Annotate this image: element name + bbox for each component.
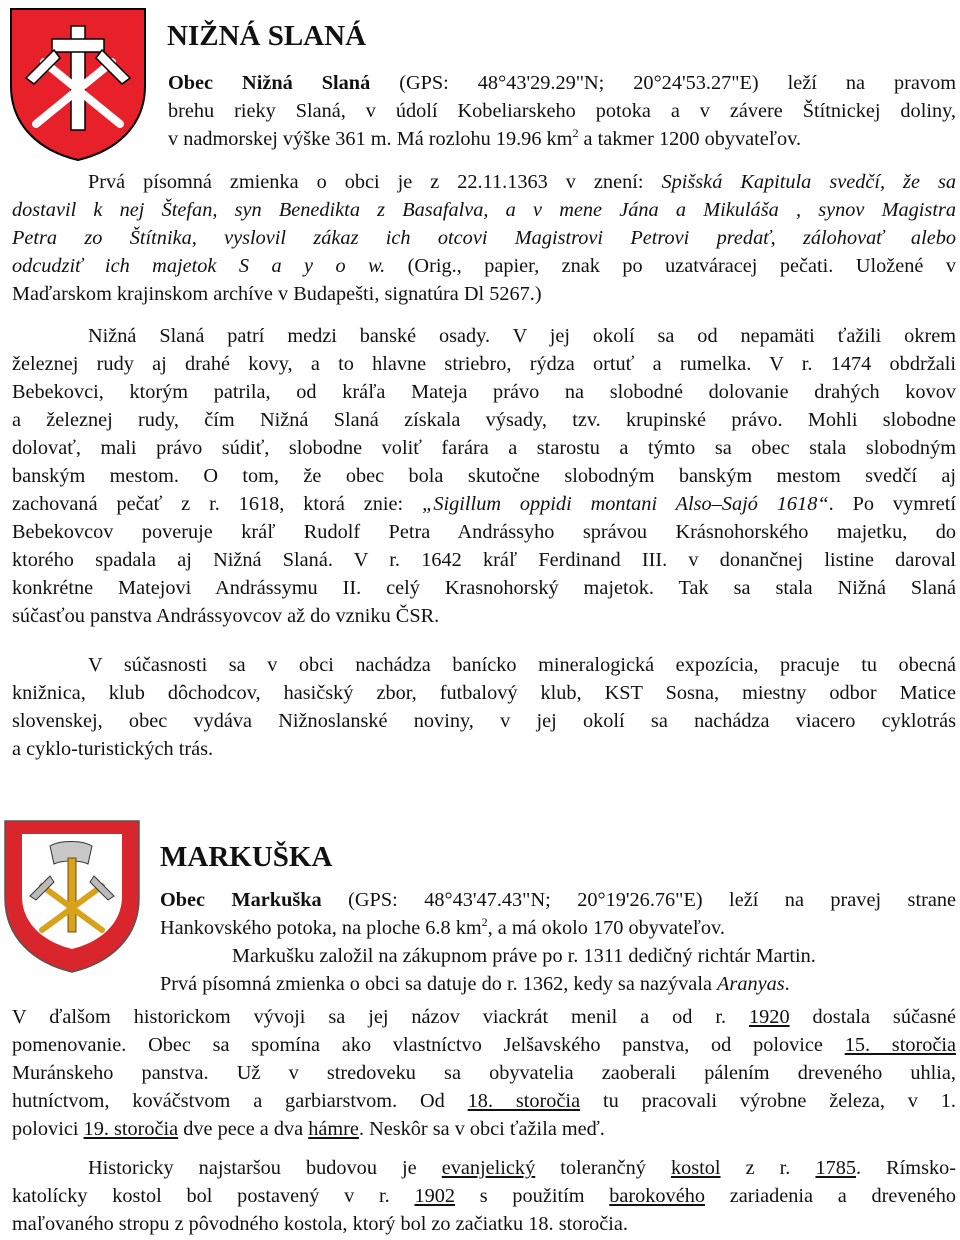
text-run: Historicky najstaršou budovou je — [88, 1157, 442, 1179]
markuska-history-paragraph — [12, 1003, 956, 1143]
text-run: katolícky kostol bol postavený v r. — [12, 1185, 415, 1207]
nizna-slana-coat-of-arms — [8, 6, 148, 162]
text-run: Markušku založil na zákupnom práve po r. 1311 dedičný richtár Martin. — [232, 945, 816, 967]
mining-history-paragraph — [12, 322, 956, 630]
text-run: zachovaná pečať z r. 1618, ktorá znie: — [12, 493, 423, 515]
superscript: 2 — [481, 915, 488, 930]
link-hamre[interactable]: hámre — [308, 1118, 359, 1140]
text-run: (GPS: 48°43'47.43"N; 20°19'26.76"E) leží na pravej strane — [321, 889, 956, 911]
text-line: konkrétne Matejovi Andrássymu II. celý Krasnohorský majetok. Tak sa stala Nižná Slaná — [12, 577, 956, 599]
link-18-storocia[interactable]: 18. storočia — [467, 1090, 581, 1112]
text-run: Nižná Slaná patrí medzi banské osady. V jej okolí sa od nepamäti ťažili okrem — [88, 325, 956, 347]
text-run: (Orig., papier, znak po uzatváracej pečati. Uložené v — [385, 255, 957, 277]
text-run: . Po vymretí — [828, 493, 956, 515]
historic-name: Aranyas — [717, 973, 785, 995]
superscript: 2 — [572, 126, 579, 141]
text-run: pomenovanie. Obec sa spomína ako vlastníctvo Jelšavského panstva, od polovice — [12, 1034, 845, 1056]
text-line: Maďarskom krajinskom archíve v Budapešti, signatúra Dl 5267.) — [12, 283, 542, 305]
quote-run: odcudziť ich majetok S a y o w. — [12, 255, 386, 277]
text-run: tu pracovali výrobne železa, v 1. — [580, 1090, 957, 1112]
quote-line: dostavil k nej Štefan, syn Benedikta z Basafalva, a v mene Jána a Mikuláša , synov Magistra — [12, 199, 956, 221]
markuska-coat-of-arms — [2, 818, 142, 974]
seal-inscription: „Sigillum oppidi montani Also–Sajó 1618“ — [422, 493, 829, 515]
present-day-paragraph — [12, 651, 956, 763]
text-line: knižnica, klub dôchodcov, hasičský zbor, futbalový klub, KST Sosna, miestny odbor Matice — [12, 682, 956, 704]
text-run: Hankovského potoka, na ploche 6.8 km — [160, 917, 482, 939]
markuska-intro-paragraph — [160, 886, 956, 998]
text-run: Prvá písomná zmienka o obci je z 22.11.1363 v znení: — [88, 171, 662, 193]
text-line: ktorého spadala aj Nižná Slaná. V r. 1642 kráľ Ferdinand III. v donančnej listine daroval — [12, 549, 956, 571]
text-run: v nadmorskej výške 361 m. Má rozlohu 19.96 km — [168, 128, 573, 150]
text-line: železnej rudy aj drahé kovy, a to hlavne striebro, rýdza ortuť a rumelka. V r. 1474 obdržali — [12, 353, 956, 375]
link-19-storocia[interactable]: 19. storočia — [83, 1118, 179, 1140]
first-mention-paragraph — [12, 168, 956, 308]
link-kostol[interactable]: kostol — [670, 1157, 721, 1179]
link-evanjelicky[interactable]: evanjelický — [441, 1157, 536, 1179]
text-run: polovici — [12, 1118, 84, 1140]
text-line: Bebekovcov poveruje kráľ Rudolf Petra Andrássyho správou Krásnohorského majetku, do — [12, 521, 956, 543]
link-1902[interactable]: 1902 — [414, 1185, 456, 1207]
quote-line: Petra zo Štítnika, vyslovil zákaz ich otcovi Magistrovi Petrovi predať, zálohovať alebo — [12, 227, 956, 249]
text-run: Prvá písomná zmienka o obci sa datuje do r. 1362, kedy sa nazývala — [160, 973, 718, 995]
link-1785[interactable]: 1785 — [815, 1157, 856, 1179]
text-run: V súčasnosti sa v obci nachádza banícko mineralogická expozícia, pracuje tu obecná — [88, 654, 956, 676]
text-line: a železnej rudy, čím Nižná Slaná získala výsady, tzv. krupinské právo. Mohli slobodne — [12, 409, 956, 431]
text-run: a takmer 1200 obyvateľov. — [578, 128, 802, 150]
text-run: hutníctvom, kováčstvom a garbiarstvom. Od — [12, 1090, 468, 1112]
page-title-nizna-slana: NIŽNÁ SLANÁ — [167, 20, 367, 52]
text-line: Bebekovci, ktorým patrila, od kráľa Mateja právo na slobodné dolovanie drahých kovov — [12, 381, 956, 403]
text-run: . — [784, 973, 790, 995]
text-run: z r. — [720, 1157, 816, 1179]
link-15-storocia[interactable]: 15. storočia — [844, 1034, 957, 1056]
page-title-markuska: MARKUŠKA — [160, 841, 333, 873]
text-line: a cyklo-turistických trás. — [12, 738, 214, 760]
text-line: slovenskej, obec vydáva Nižnoslanské noviny, v jej okolí sa nachádza viacero cyklotrás — [12, 710, 956, 732]
axe-and-crossed-picks-crest — [2, 818, 142, 974]
link-1920[interactable]: 1920 — [749, 1006, 790, 1028]
text-run: zariadenia a dreveného — [704, 1185, 956, 1207]
link-barokoveho[interactable]: barokového — [609, 1185, 705, 1207]
municipality-name: Obec Nižná Slaná — [168, 72, 371, 94]
church-paragraph — [12, 1154, 956, 1238]
nizna-slana-intro-paragraph — [168, 69, 956, 153]
text-run: V ďalšom historickom vývoji sa jej názov viackrát menil a od r. — [12, 1006, 750, 1028]
text-run: dostala súčasné — [789, 1006, 956, 1028]
text-line: Muránskeho panstva. Už v stredoveku sa obyvatelia zaoberali pálením dreveného uhlia, — [12, 1062, 956, 1084]
text-run: , a má okolo 170 obyvateľov. — [487, 917, 725, 939]
text-run: (GPS: 48°43'29.29"N; 20°24'53.27"E) leží na pravom — [370, 72, 956, 94]
quote-run: Spišská Kapitula svedčí, že sa — [661, 171, 956, 193]
text-run: . Rímsko- — [856, 1157, 956, 1179]
cross-with-crossed-hammers-crest — [8, 6, 148, 162]
text-run: s použitím — [455, 1185, 610, 1207]
text-line: dolovať, mali právo súdiť, slobodne voliť farára a starostu a týmto sa obec stala slobodným — [12, 437, 956, 459]
text-run: . Neskôr sa v obci ťažila meď. — [358, 1118, 605, 1140]
text-line: banským mestom. O tom, že obec bola skutočne slobodným banským mestom svedčí aj — [12, 465, 956, 487]
municipality-name: Obec Markuška — [160, 889, 322, 911]
text-run: dve pece a dva — [178, 1118, 309, 1140]
text-line: brehu rieky Slaná, v údolí Kobeliarskeho potoka a v závere Štítnickej doliny, — [168, 100, 956, 122]
text-line: súčasťou panstva Andrássyovcov až do vzniku ČSR. — [12, 605, 440, 627]
text-run: tolerančný — [535, 1157, 671, 1179]
text-line: maľovaného stropu z pôvodného kostola, ktorý bol zo začiatku 18. storočia. — [12, 1213, 628, 1235]
